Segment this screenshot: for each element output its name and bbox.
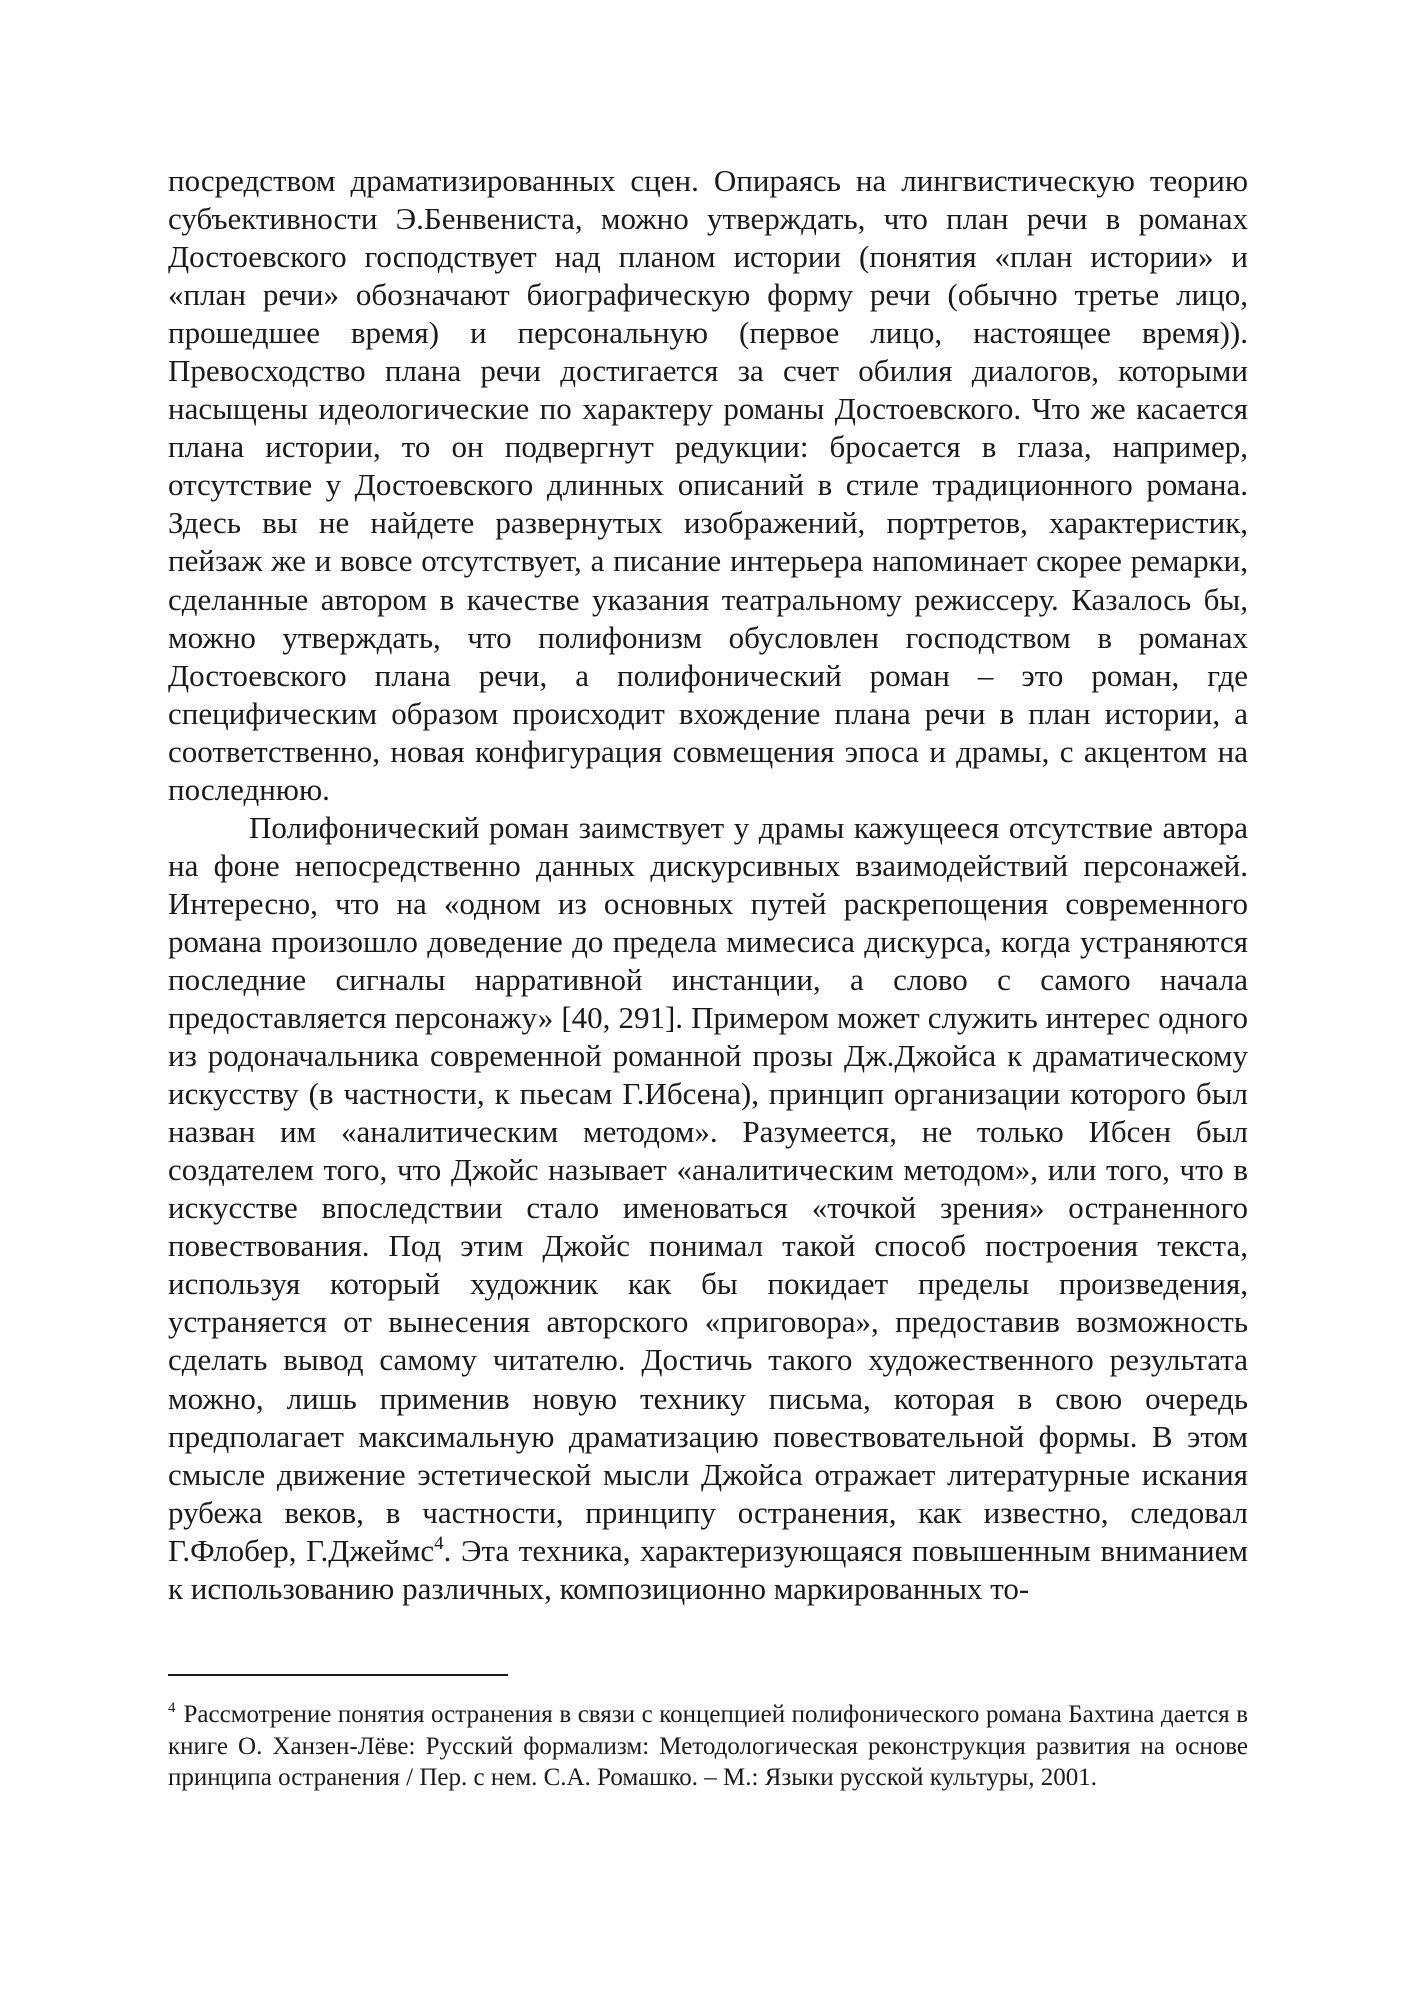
paragraph-1 xyxy=(168,162,1248,809)
paragraph-2 xyxy=(168,809,1248,1608)
footnote-reference-4[interactable]: 4 xyxy=(434,1532,444,1554)
footnote-text: Рассмотрение понятия остранения в связи с концепцией полифонического романа Бахтина дается в книге О. Ханзен-Лёве: Русский формализм: Методологическая реконструкция развития на основе принципа остранения / Пер. с нем. С.А. Ромашко. – М.: Языки русской культуры, 2001. xyxy=(168,1701,1248,1791)
paragraph-2-text-part-1: Полифонический роман заимствует у драмы кажущееся отсутствие автора на фоне непосредственно данных дискурсивных взаимодействий персонажей. Интересно, что на «одном из основных путей раскрепощения современного романа произошло доведение до предела мимесиса дискурса, когда устраняются последние сигналы нарративной инстанции, а слово с самого начала предоставляется персонажу» [40, 291]. Примером может служить интерес одного из родоначальника современной романной прозы Дж.Джойса к драматическому искусству (в частности, к пьесам Г.Ибсена), принцип организации которого был назван им «аналитическим методом». Разумеется, не только Ибсен был создателем того, что Джойс называет «аналитическим методом», или того, что в искусстве впоследствии стало именоваться «точкой зрения» остраненного повествования. Под этим Джойс понимал такой способ построения текста, используя который художник как бы покидает пределы произведения, устраняется от вынесения авторского «приговора», предоставив возможность сделать вывод самому читателю. Достичь такого художественного результата можно, лишь применив новую технику письма, которая в свою очередь предполагает максимальную драматизацию повествовательной формы. В этом смысле движение эстетической мысли Джойса отражает литературные искания рубежа веков, в частности, принципу остранения, как известно, следовал Г.Флобер, Г.Джеймс xyxy=(168,809,1248,1568)
paragraph-2-text-part-2: . Эта техника, характеризующаяся повышенным вниманием к использованию различных, композиционно маркированных то- xyxy=(168,1532,1249,1606)
footnote-4 xyxy=(168,1699,1248,1794)
main-text xyxy=(168,162,1248,1608)
footnote-separator xyxy=(168,1674,508,1676)
paragraph-1-text: посредством драматизированных сцен. Опираясь на лингвистическую теорию субъективности Э.Бенвениста, можно утверждать, что план речи в романах Достоевского господствует над планом истории (понятия «план истории» и «план речи» обозначают биографическую форму речи (обычно третье лицо, прошедшее время) и персональную (первое лицо, настоящее время)). Превосходство плана речи достигается за счет обилия диалогов, которыми насыщены идеологические по характеру романы Достоевского. Что же касается плана истории, то он подвергнут редукции: бросается в глаза, например, отсутствие у Достоевского длинных описаний в стиле традиционного романа. Здесь вы не найдете развернутых изображений, портретов, характеристик, пейзаж же и вовсе отсутствует, а писание интерьера напоминает скорее ремарки, сделанные автором в качестве указания театральному режиссеру. Казалось бы, можно утверждать, что полифонизм обусловлен господством в романах Достоевского плана речи, а полифонический роман – это роман, где специфическим образом происходит вхождение плана речи в план истории, а соответственно, новая конфигурация совмещения эпоса и драмы, с акцентом на последнюю. xyxy=(168,163,1248,807)
footnote-marker: 4 xyxy=(168,1700,176,1716)
